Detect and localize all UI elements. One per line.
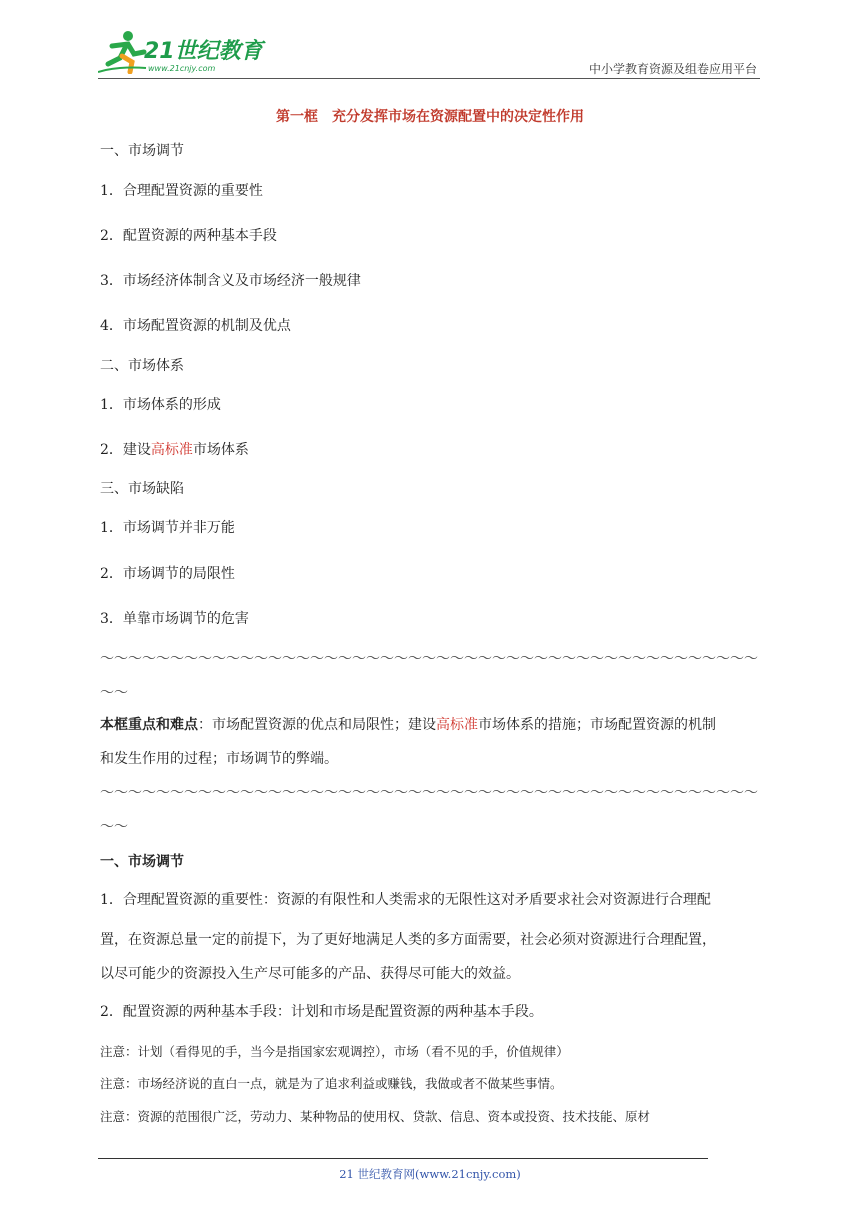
outline-item: 1．合理配置资源的重要性 — [100, 183, 263, 199]
key-points-text-a: 市场配置资源的优点和局限性；建设 — [212, 717, 436, 733]
outline-section-1: 一、市场调节 — [100, 143, 184, 159]
highlight-text: 高标准 — [150, 442, 193, 458]
key-points-colon: ： — [198, 717, 212, 733]
note-line: 注意：市场经济说的直白一点，就是为了追求利益或赚钱，我做或者不做某些事情。 — [100, 1076, 563, 1091]
section-heading: 一、市场调节 — [100, 854, 184, 870]
outline-item: 2．市场调节的局限性 — [100, 566, 235, 582]
outline-item: 3．市场经济体制含义及市场经济一般规律 — [100, 273, 361, 289]
key-points-label: 本框重点和难点 — [100, 717, 198, 733]
outline-item: 1．市场体系的形成 — [100, 397, 221, 413]
tilde-divider-end: ～～ — [100, 819, 128, 835]
site-logo[interactable] — [98, 28, 268, 78]
logo-text: 21世纪教育 — [144, 39, 263, 64]
outline-item: 2．配置资源的两种基本手段 — [100, 228, 277, 244]
outline-item — [100, 439, 249, 459]
outline-item-pre: 2．建设 — [100, 442, 151, 458]
outline-item: 1．市场调节并非万能 — [100, 520, 235, 536]
key-points-line-2: 和发生作用的过程；市场调节的弊端。 — [100, 751, 338, 767]
runner-logo-icon — [98, 28, 148, 74]
key-points-text-b: 市场体系的措施；市场配置资源的机制 — [478, 717, 716, 733]
tilde-divider-end: ～～ — [100, 685, 128, 701]
note-line: 注意：资源的范围很广泛，劳动力、某种物品的使用权、贷款、信息、资本或投资、技术技能、原材 — [100, 1109, 651, 1124]
paragraph-line: 以尽可能少的资源投入生产尽可能多的产品、获得尽可能大的效益。 — [100, 966, 520, 982]
tilde-divider: ～～～～～～～～～～～～～～～～～～～～～～～～～～～～～～～～～～～～～～～～～～～～～～～ — [100, 785, 758, 801]
paragraph-line: 2．配置资源的两种基本手段：计划和市场是配置资源的两种基本手段。 — [100, 1004, 543, 1020]
outline-section-3: 三、市场缺陷 — [100, 481, 184, 497]
outline-item: 3．单靠市场调节的危害 — [100, 611, 249, 627]
highlight-text: 高标准 — [436, 717, 478, 733]
note-line: 注意：计划（看得见的手，当今是指国家宏观调控），市场（看不见的手，价值规律） — [100, 1044, 569, 1059]
page-title: 第一框 充分发挥市场在资源配置中的决定性作用 — [276, 109, 584, 125]
paragraph-line: 置，在资源总量一定的前提下，为了更好地满足人类的多方面需要，社会必须对资源进行合理配置， — [100, 932, 716, 948]
footer-link[interactable]: 21 世纪教育网(www.21cnjy.com) — [339, 1167, 521, 1181]
key-points — [100, 714, 716, 734]
outline-item-post: 市场体系 — [192, 442, 249, 458]
page-header — [0, 0, 860, 80]
footer-divider — [98, 1158, 708, 1159]
outline-section-2: 二、市场体系 — [100, 358, 184, 374]
paragraph-line: 1．合理配置资源的重要性：资源的有限性和人类需求的无限性这对矛盾要求社会对资源进行合理配 — [100, 892, 711, 908]
tilde-divider: ～～～～～～～～～～～～～～～～～～～～～～～～～～～～～～～～～～～～～～～～～～～～～～～ — [100, 651, 758, 667]
logo-url: www.21cnjy.com — [148, 64, 216, 73]
header-divider — [98, 78, 760, 79]
platform-name: 中小学教育资源及组卷应用平台 — [588, 62, 757, 76]
outline-item: 4．市场配置资源的机制及优点 — [100, 318, 291, 334]
